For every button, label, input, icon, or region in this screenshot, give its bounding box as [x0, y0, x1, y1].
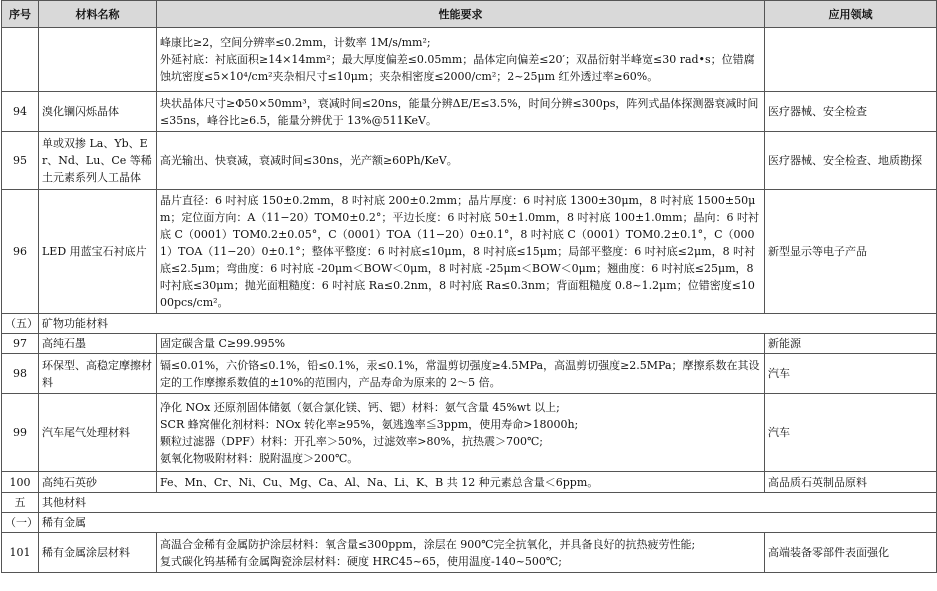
row-requirements — [157, 533, 765, 573]
row-requirements — [157, 334, 765, 354]
requirement-line: 晶片直径：6 吋衬底 150±0.2mm，8 吋衬底 200±0.2mm；晶片厚度：6 吋衬底 1300±30μm，8 吋衬底 1500±50μm；定位面方向：A（11−20）TOM0±0.2°；平边长度：6 吋衬底 50±1.0mm，8 吋衬底 100±1.0mm；晶向：6 吋衬底 C（0001）TOM0.2±0.05°，C（0001）TOA（11−20）0±0.1°，8 吋衬底 C（0001）TOM0.2±0.1°，C（0001）TOA（11−20）0±0.1°；整体平整度：6 吋衬底≤10μm，8 吋衬底≤15μm；局部平整度：6 吋衬底≤2μm，8 吋衬底≤2.5μm；弯曲度：6 吋衬底 -20μm＜BOW＜0μm，8 吋衬底 -25μm＜BOW＜0μm；翘曲度：6 吋衬底≤25μm，8 吋衬底≤30μm；抛光面粗糙度：6 吋衬底 Ra≤0.2nm，8 吋衬底 Ra≤0.3nm；背面粗糙度 0.8~1.2μm；位错密度≤1000pcs/cm²。 — [160, 194, 760, 309]
row-application: 高品质石英制品原料 — [765, 472, 937, 493]
row-application: 新型显示等电子产品 — [765, 190, 937, 314]
section-no: （五） — [2, 314, 39, 334]
header-name: 材料名称 — [39, 1, 157, 28]
header-no: 序号 — [2, 1, 39, 28]
row-application: 高端装备零部件表面强化 — [765, 533, 937, 573]
row-application: 医疗器械、安全检查 — [765, 92, 937, 132]
requirement-line: 氨氧化物吸附材料：脱附温度＞200℃。 — [160, 451, 359, 465]
row-application: 新能源 — [765, 334, 937, 354]
row-name: 高纯石英砂 — [39, 472, 157, 493]
table-row — [2, 132, 937, 190]
row-application — [765, 28, 937, 92]
row-name: 单或双掺 La、Yb、Er、Nd、Lu、Ce 等稀土元素系列人工晶体 — [39, 132, 157, 190]
row-no — [2, 28, 39, 92]
row-no: 94 — [2, 92, 39, 132]
requirement-line: 颗粒过滤器（DPF）材料：开孔率＞50%，过滤效率>80%，抗热震＞700℃; — [160, 434, 543, 448]
requirement-line: 峰康比≥2，空间分辨率≤0.2mm，计数率 1M/s/mm²; — [160, 36, 431, 49]
requirement-line: 净化 NOx 还原剂固体储氨（氨合氯化镁、钙、锶）材料：氨气含量 45%wt 以上; — [160, 400, 560, 414]
requirement-line: 固定碳含量 C≥99.995% — [160, 337, 286, 350]
section-row — [2, 314, 937, 334]
header-requirements: 性能要求 — [157, 1, 765, 28]
materials-table — [1, 0, 937, 573]
row-name — [39, 28, 157, 92]
row-requirements — [157, 190, 765, 314]
section-title: 稀有金属 — [39, 513, 937, 533]
row-name: 稀有金属涂层材料 — [39, 533, 157, 573]
requirement-line: Fe、Mn、Cr、Ni、Cu、Mg、Ca、Al、Na、Li、K、B 共 12 种元素总含量＜6ppm。 — [160, 475, 599, 489]
row-requirements — [157, 28, 765, 92]
row-requirements — [157, 394, 765, 472]
row-no: 101 — [2, 533, 39, 573]
requirement-line: SCR 蜂窝催化剂材料：NOx 转化率≥95%，氨逃逸率≦3ppm，使用寿命>18000h; — [160, 417, 579, 431]
row-application: 医疗器械、安全检查、地质勘探 — [765, 132, 937, 190]
section-title: 其他材料 — [39, 493, 937, 513]
row-application: 汽车 — [765, 394, 937, 472]
table-row — [2, 334, 937, 354]
row-requirements — [157, 92, 765, 132]
header-row — [2, 1, 937, 28]
row-requirements — [157, 132, 765, 190]
table-row — [2, 190, 937, 314]
table-row — [2, 28, 937, 92]
table-row — [2, 472, 937, 493]
table-row — [2, 394, 937, 472]
requirement-line: 外延衬底：衬底面积≥14×14mm²；最大厚度偏差≤0.05mm；晶体定向偏差≤20′；双晶衍射半峰宽≤30 rad•s；位错腐蚀坑密度≤5×10⁴/cm²夹杂相尺寸≤10μm；夹杂相密度≤2000/cm²；2~25μm 红外透过率≥60%。 — [160, 53, 755, 83]
header-application: 应用领域 — [765, 1, 937, 28]
row-requirements — [157, 354, 765, 394]
row-no: 100 — [2, 472, 39, 493]
requirement-line: 复式碳化钨基稀有金属陶瓷涂层材料：硬度 HRC45~65，使用温度-140~500℃; — [160, 554, 562, 568]
section-row — [2, 493, 937, 513]
row-name: LED 用蓝宝石衬底片 — [39, 190, 157, 314]
row-no: 95 — [2, 132, 39, 190]
section-no: （一） — [2, 513, 39, 533]
section-title: 矿物功能材料 — [39, 314, 937, 334]
row-no: 97 — [2, 334, 39, 354]
section-row — [2, 513, 937, 533]
row-no: 99 — [2, 394, 39, 472]
section-no: 五 — [2, 493, 39, 513]
table-row — [2, 354, 937, 394]
row-requirements — [157, 472, 765, 493]
requirement-line: 块状晶体尺寸≥Φ50×50mm³，衰减时间≤20ns，能量分辨ΔE/E≤3.5%，时间分辨≤300ps，阵列式晶体探测器衰减时间≤35ns，峰谷比≥6.5，能量分辨优于 13%@511KeV。 — [160, 96, 759, 127]
row-no: 96 — [2, 190, 39, 314]
table-row — [2, 92, 937, 132]
requirement-line: 高温合金稀有金属防护涂层材料：氧含量≤300ppm，涂层在 900℃完全抗氧化，并具备良好的抗热疲劳性能; — [160, 537, 696, 551]
row-name: 环保型、高稳定摩擦材料 — [39, 354, 157, 394]
row-name: 溴化镧闪烁晶体 — [39, 92, 157, 132]
row-name: 高纯石墨 — [39, 334, 157, 354]
table-row — [2, 533, 937, 573]
row-application: 汽车 — [765, 354, 937, 394]
row-no: 98 — [2, 354, 39, 394]
row-name: 汽车尾气处理材料 — [39, 394, 157, 472]
requirement-line: 高光输出、快衰减，衰减时间≤30ns，光产额≥60Ph/KeV。 — [160, 154, 458, 167]
requirement-line: 镉≤0.01%，六价铬≤0.1%，铅≤0.1%，汞≤0.1%，常温剪切强度≥4.5MPa，高温剪切强度≥2.5MPa；摩擦系数在其设定的工作摩擦系数值的±10%的范围内，产品寿命为原来的 2～5 倍。 — [160, 358, 760, 389]
